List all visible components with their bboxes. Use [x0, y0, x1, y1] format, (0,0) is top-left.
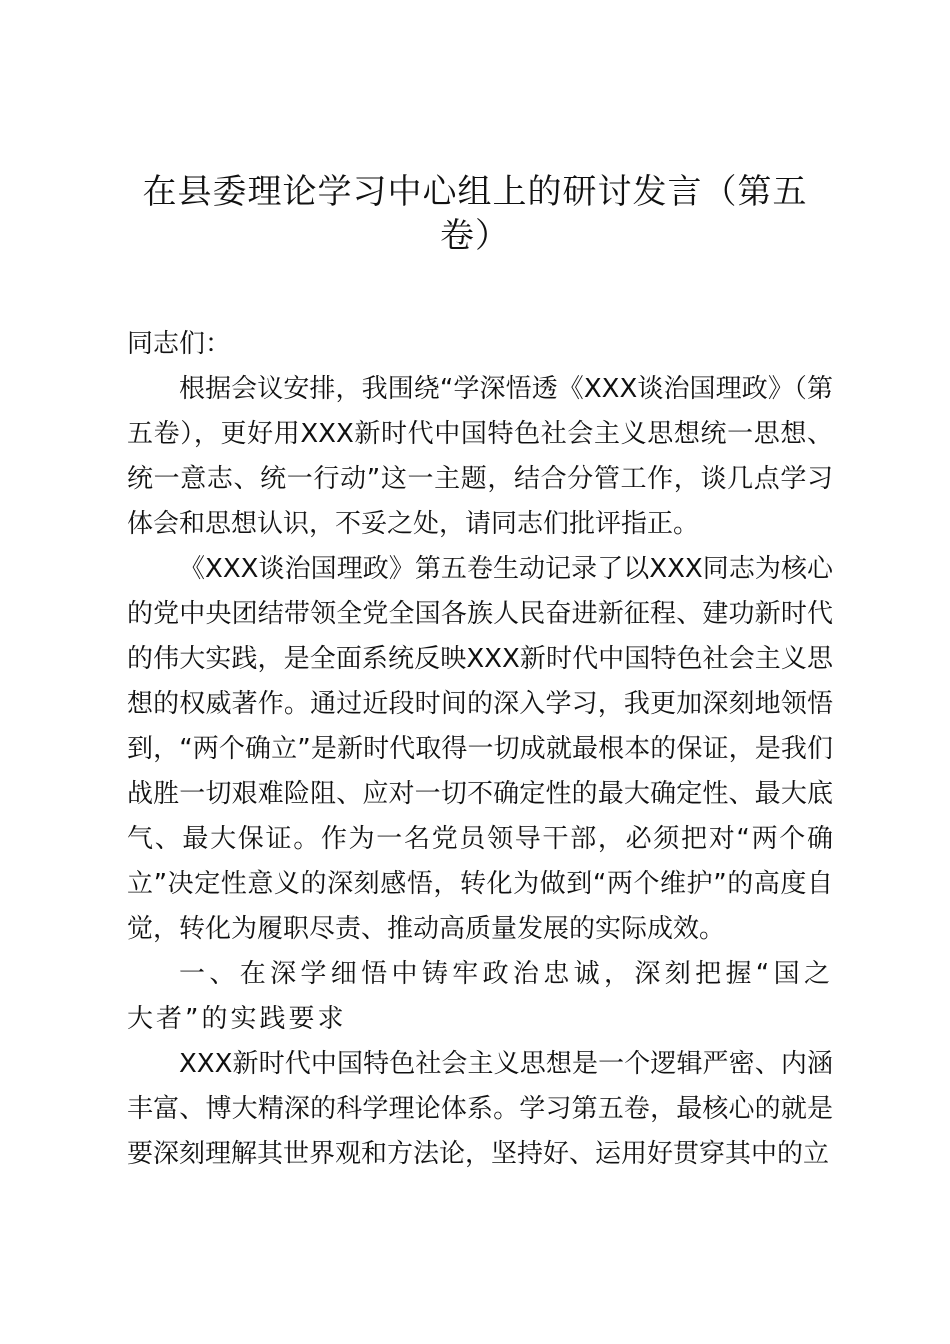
paragraph-volume-five: 《XXX谈治国理政》第五卷生动记录了以XXX同志为核心的党中央团结带领全党全国各族人民奋进新征程、建功新时代的伟大实践，是全面系统反映XXX新时代中国特色社会主义思想的权威著作。通过近段时间的深入学习，我更加深刻地领悟到，“两个确立”是新时代取得一切成就最根本的保证，是我们战胜一切艰难险阻、应对一切不确定性的最大确定性、最大底气、最大保证。作为一名党员领导干部，必须把对“两个确立”决定性意义的深刻感悟，转化为做到“两个维护”的高度自觉，转化为履职尽责、推动高质量发展的实际成效。 — [127, 554, 833, 944]
section-heading: 一、在深学细悟中铸牢政治忠诚，深刻把握“国之大者”的实践要求 — [127, 959, 833, 1034]
paragraph-intro: 根据会议安排，我围绕“学深悟透《XXX谈治国理政》（第五卷），更好用XXX新时代中国特色社会主义思想统一思想、统一意志、统一行动”这一主题，结合分管工作，谈几点学习体会和思想认识，不妥之处，请同志们批评指正。 — [127, 374, 833, 539]
document-body — [127, 322, 833, 1177]
document-title: 在县委理论学习中心组上的研讨发言（第五卷） — [142, 172, 808, 256]
section-paragraph: XXX新时代中国特色社会主义思想是一个逻辑严密、内涵丰富、博大精深的科学理论体系。学习第五卷，最核心的就是要深刻理解其世界观和方法论，坚持好、运用好贯穿其中的立 — [127, 1049, 833, 1169]
salutation: 同志们： — [127, 329, 232, 359]
